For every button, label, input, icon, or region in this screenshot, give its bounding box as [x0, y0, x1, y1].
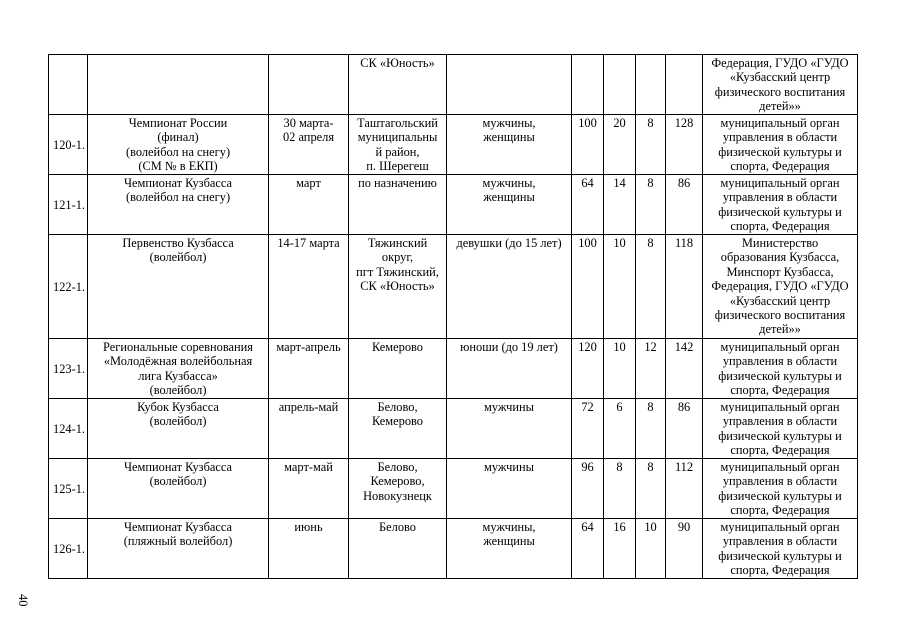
cell-count: 96: [572, 459, 604, 519]
page-number: 40: [16, 594, 30, 607]
cell-venue: Белово: [349, 519, 447, 579]
cell-count: 118: [666, 235, 703, 339]
cell-participants: девушки (до 15 лет): [447, 235, 572, 339]
cell-count: [572, 55, 604, 115]
cell-num: 120-1.: [49, 115, 88, 175]
cell-count: [604, 55, 636, 115]
cell-count: 86: [666, 175, 703, 235]
cell-participants: мужчины, женщины: [447, 175, 572, 235]
cell-count: 8: [636, 459, 666, 519]
cell-venue: СК «Юность»: [349, 55, 447, 115]
cell-name: Чемпионат России (финал) (волейбол на снегу) (СМ № в ЕКП): [88, 115, 269, 175]
cell-participants: мужчины, женщины: [447, 519, 572, 579]
cell-count: 12: [636, 339, 666, 399]
cell-name: Чемпионат Кузбасса (волейбол): [88, 459, 269, 519]
cell-dates: июнь: [269, 519, 349, 579]
cell-name: Первенство Кузбасса (волейбол): [88, 235, 269, 339]
cell-name: [88, 55, 269, 115]
cell-participants: [447, 55, 572, 115]
cell-count: 8: [636, 175, 666, 235]
cell-name: Чемпионат Кузбасса (волейбол на снегу): [88, 175, 269, 235]
cell-count: [636, 55, 666, 115]
table-row: [49, 399, 858, 459]
table-row: [49, 519, 858, 579]
cell-venue: Таштагольский муниципальны й район, п. Шерегеш: [349, 115, 447, 175]
cell-count: 8: [604, 459, 636, 519]
cell-count: 100: [572, 115, 604, 175]
cell-organizer: муниципальный орган управления в области физической культуры и спорта, Федерация: [703, 175, 858, 235]
cell-organizer: муниципальный орган управления в области физической культуры и спорта, Федерация: [703, 115, 858, 175]
cell-organizer: муниципальный орган управления в области физической культуры и спорта, Федерация: [703, 459, 858, 519]
cell-count: 112: [666, 459, 703, 519]
table-row-continuation: [49, 55, 858, 115]
cell-dates: апрель-май: [269, 399, 349, 459]
cell-dates: 30 марта- 02 апреля: [269, 115, 349, 175]
cell-dates: март: [269, 175, 349, 235]
cell-count: 6: [604, 399, 636, 459]
cell-name: Чемпионат Кузбасса (пляжный волейбол): [88, 519, 269, 579]
cell-dates: 14-17 марта: [269, 235, 349, 339]
cell-participants: юноши (до 19 лет): [447, 339, 572, 399]
cell-venue: Тяжинский округ, пгт Тяжинский, СК «Юность»: [349, 235, 447, 339]
cell-num: 121-1.: [49, 175, 88, 235]
cell-participants: мужчины: [447, 399, 572, 459]
cell-dates: март-май: [269, 459, 349, 519]
cell-count: 20: [604, 115, 636, 175]
cell-venue: по назначению: [349, 175, 447, 235]
cell-venue: Белово, Кемерово, Новокузнецк: [349, 459, 447, 519]
cell-count: 8: [636, 115, 666, 175]
cell-dates: [269, 55, 349, 115]
cell-count: 128: [666, 115, 703, 175]
cell-name: Кубок Кузбасса (волейбол): [88, 399, 269, 459]
cell-count: 64: [572, 519, 604, 579]
cell-count: 10: [604, 235, 636, 339]
cell-organizer: муниципальный орган управления в области физической культуры и спорта, Федерация: [703, 339, 858, 399]
cell-num: 122-1.: [49, 235, 88, 339]
cell-participants: мужчины, женщины: [447, 115, 572, 175]
cell-count: 86: [666, 399, 703, 459]
cell-count: [666, 55, 703, 115]
cell-count: 72: [572, 399, 604, 459]
cell-count: 100: [572, 235, 604, 339]
cell-organizer: Министерство образования Кузбасса, Минспорт Кузбасса, Федерация, ГУДО «ГУДО «Кузбасский центр физического воспитания детей»»: [703, 235, 858, 339]
table-row: [49, 339, 858, 399]
cell-num: 126-1.: [49, 519, 88, 579]
cell-num: 124-1.: [49, 399, 88, 459]
cell-count: 10: [636, 519, 666, 579]
cell-venue: Кемерово: [349, 339, 447, 399]
table-row: [49, 175, 858, 235]
cell-count: 8: [636, 399, 666, 459]
cell-organizer: муниципальный орган управления в области физической культуры и спорта, Федерация: [703, 399, 858, 459]
table-row: [49, 459, 858, 519]
cell-num: [49, 55, 88, 115]
cell-count: 8: [636, 235, 666, 339]
cell-name: Региональные соревнования «Молодёжная волейбольная лига Кузбасса» (волейбол): [88, 339, 269, 399]
cell-participants: мужчины: [447, 459, 572, 519]
events-table: [48, 54, 858, 579]
events-table-body: [49, 55, 858, 579]
cell-count: 16: [604, 519, 636, 579]
cell-count: 120: [572, 339, 604, 399]
cell-count: 64: [572, 175, 604, 235]
cell-count: 14: [604, 175, 636, 235]
cell-count: 10: [604, 339, 636, 399]
cell-count: 142: [666, 339, 703, 399]
cell-num: 125-1.: [49, 459, 88, 519]
cell-organizer: муниципальный орган управления в области физической культуры и спорта, Федерация: [703, 519, 858, 579]
cell-dates: март-апрель: [269, 339, 349, 399]
cell-venue: Белово, Кемерово: [349, 399, 447, 459]
cell-organizer: Федерация, ГУДО «ГУДО «Кузбасский центр физического воспитания детей»»: [703, 55, 858, 115]
table-row: [49, 235, 858, 339]
cell-count: 90: [666, 519, 703, 579]
cell-num: 123-1.: [49, 339, 88, 399]
table-row: [49, 115, 858, 175]
